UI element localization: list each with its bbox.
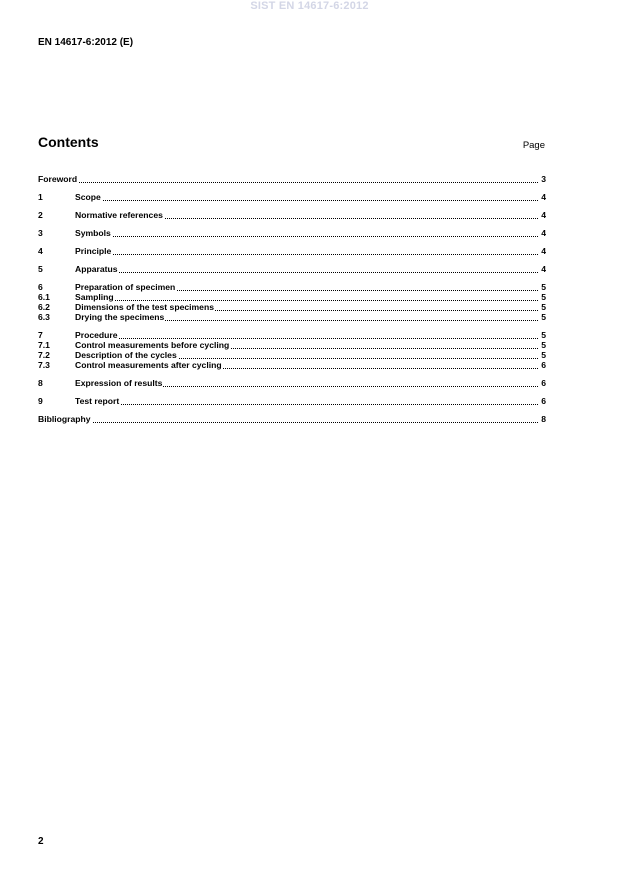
toc-entry-number: 7.1 [38,340,50,350]
toc-entry-title: Symbols [75,228,111,238]
toc-entry-title: Expression of results [75,378,163,388]
toc-entry-title: Control measurements after cycling [75,360,222,370]
toc-entry[interactable] [38,228,546,238]
toc-entry[interactable] [38,340,546,350]
toc-entry-number: 6.2 [38,302,50,312]
toc-entry-title: Control measurements before cycling [75,340,230,350]
toc-entry-page: 3 [541,174,546,184]
dot-leader [38,422,538,423]
toc-entry-number: 6.3 [38,312,50,322]
table-of-contents [38,174,546,424]
dot-leader [38,254,538,255]
dot-leader [38,236,538,237]
toc-entry-page: 5 [541,340,546,350]
toc-entry-number: 7.2 [38,350,50,360]
toc-entry[interactable] [38,174,546,184]
toc-entry-title: Test report [75,396,120,406]
toc-entry[interactable] [38,330,546,340]
toc-entry-number: 6.1 [38,292,50,302]
toc-entry-number: 3 [38,228,43,238]
toc-entry-page: 6 [541,360,546,370]
toc-entry[interactable] [38,396,546,406]
toc-entry-page: 6 [541,378,546,388]
toc-entry-title: Dimensions of the test specimens [75,302,214,312]
toc-entry-number: 8 [38,378,43,388]
toc-entry-title: Procedure [75,330,118,340]
toc-entry-number: 9 [38,396,43,406]
toc-entry-title: Bibliography [38,414,91,424]
toc-entry-number: 2 [38,210,43,220]
toc-entry-page: 4 [541,246,546,256]
toc-entry-title: Preparation of specimen [75,282,176,292]
toc-entry-number: 4 [38,246,43,256]
toc-entry[interactable] [38,350,546,360]
contents-heading: Contents [38,134,99,150]
toc-entry-page: 6 [541,396,546,406]
toc-entry-page: 4 [541,264,546,274]
toc-entry[interactable] [38,192,546,202]
toc-entry-title: Normative references [75,210,163,220]
toc-entry[interactable] [38,302,546,312]
toc-entry-number: 5 [38,264,43,274]
dot-leader [38,182,538,183]
toc-entry-page: 8 [541,414,546,424]
toc-entry-page: 4 [541,192,546,202]
toc-entry[interactable] [38,414,546,424]
document-id: EN 14617-6:2012 (E) [38,37,134,48]
toc-entry[interactable] [38,360,546,370]
toc-entry-number: 7 [38,330,43,340]
toc-entry-title: Foreword [38,174,78,184]
toc-entry-page: 5 [541,312,546,322]
toc-entry-page: 4 [541,228,546,238]
toc-entry-page: 5 [541,330,546,340]
toc-entry[interactable] [38,312,546,322]
toc-entry-page: 4 [541,210,546,220]
toc-entry-title: Apparatus [75,264,118,274]
toc-entry[interactable] [38,264,546,274]
page-column-label: Page [522,140,545,151]
toc-entry-page: 5 [541,350,546,360]
toc-entry[interactable] [38,246,546,256]
toc-entry-title: Description of the cycles [75,350,177,360]
toc-entry-page: 5 [541,282,546,292]
toc-entry[interactable] [38,210,546,220]
toc-entry-page: 5 [541,292,546,302]
toc-entry-number: 1 [38,192,43,202]
toc-entry-title: Drying the specimens [75,312,165,322]
toc-entry-title: Scope [75,192,101,202]
toc-entry-title: Principle [75,246,112,256]
toc-entry-number: 6 [38,282,43,292]
page-number: 2 [38,836,44,847]
toc-entry[interactable] [38,378,546,388]
toc-entry-title: Sampling [75,292,114,302]
toc-entry-page: 5 [541,302,546,312]
toc-entry[interactable] [38,292,546,302]
watermark: SIST EN 14617-6:2012 [250,0,369,12]
toc-entry[interactable] [38,282,546,292]
toc-entry-number: 7.3 [38,360,50,370]
dot-leader [38,200,538,201]
